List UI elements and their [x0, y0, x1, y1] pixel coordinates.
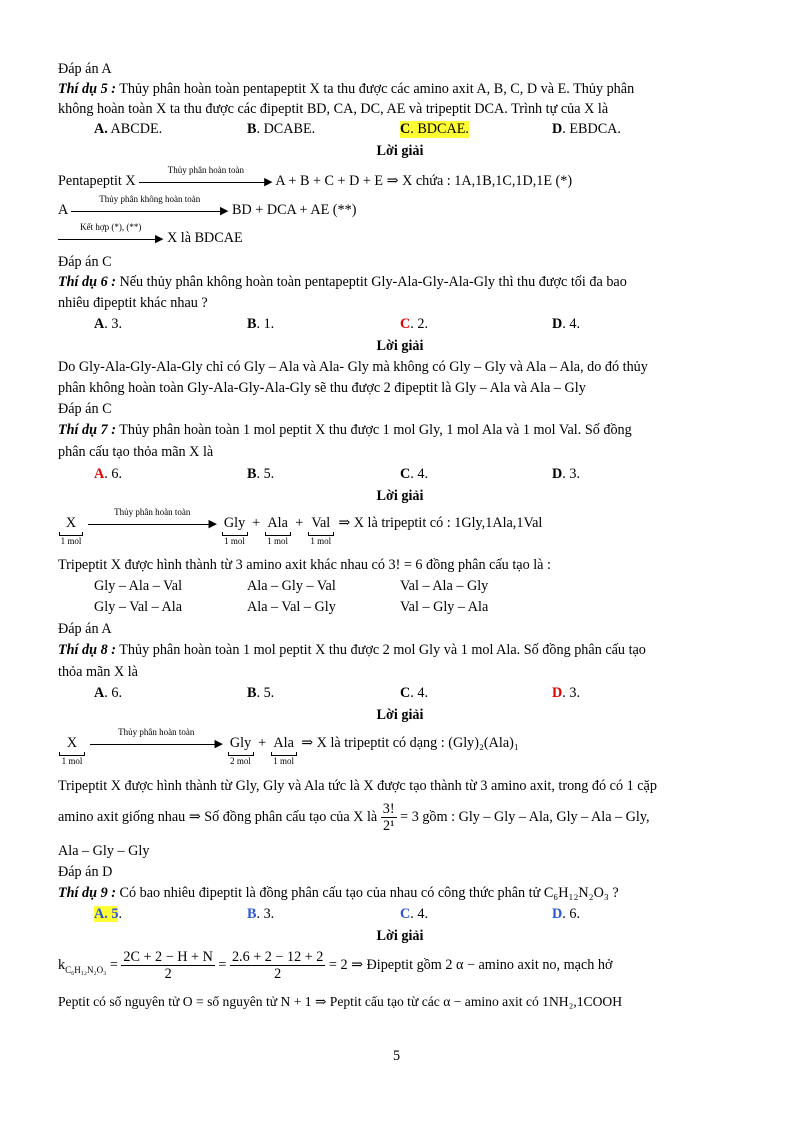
option-key: D [552, 466, 563, 482]
option-a [94, 316, 122, 333]
fraction [230, 949, 325, 982]
option-c [400, 685, 428, 702]
example-9-question [58, 884, 619, 902]
eq-text: A + B + C + D + E ⇒ X chứa : 1A,1B,1C,1D,1E (*) [275, 173, 573, 189]
solution-text [58, 800, 650, 834]
brace-label: 1 mol [310, 536, 332, 546]
underbrace-term [58, 514, 84, 546]
option-text: . EBDCA. [562, 121, 621, 137]
brace-label: 1 mol [61, 756, 83, 766]
option-text: . 4. [410, 466, 428, 482]
brace-label: 2 mol [230, 756, 251, 766]
reaction-arrow: Thủy phân hoàn toàn ▶ [88, 514, 217, 533]
eq-text: + [252, 515, 261, 531]
eq-text: X [65, 515, 77, 531]
answer-line: Đáp án C [58, 254, 112, 270]
option-key: D [552, 906, 563, 922]
solution-text: Ala – Gly – Gly [58, 843, 150, 859]
brace-label: 1 mol [267, 536, 289, 546]
question-text: nhiêu đipeptit khác nhau ? [58, 295, 208, 311]
option-c [400, 466, 428, 483]
option-text: ABCDE. [107, 121, 163, 137]
isomer-item: Gly – Ala – Val [94, 578, 183, 594]
option-text: . BDCAE. [410, 121, 469, 137]
eq-text: Pentapeptit X [58, 173, 136, 189]
option-b [247, 685, 274, 702]
question-text: Nếu thủy phân không hoàn toàn pentapeptit Gly-Ala-Gly-Ala-Gly thì thu được tối đa bao [115, 274, 627, 290]
option-key: B [247, 121, 257, 137]
option-text: . 3. [562, 685, 580, 701]
solution-text: Peptit có số nguyên tử O = số nguyên tử N + 1 ⇒ Peptit cấu tạo từ các α − amino axit có 1NH₂,1COOH [58, 994, 623, 1009]
denominator: 2¹ [383, 818, 395, 835]
option-text: . 4. [410, 685, 428, 701]
reaction-arrow: Thủy phân hoàn toàn ▶ [90, 734, 223, 753]
option-text: . 3. [104, 316, 122, 332]
answer-line: Đáp án C [58, 401, 112, 417]
option-text: . 4. [410, 906, 428, 922]
solution-title: Lời giải [376, 488, 424, 504]
denominator: 2 [164, 966, 172, 983]
equation-line [58, 165, 573, 191]
solution-title: Lời giải [376, 707, 424, 723]
option-text: . 3. [256, 906, 275, 922]
example-title: Thí dụ 9 : [58, 885, 116, 901]
option-text: . 4. [562, 316, 580, 332]
example-5-question [58, 80, 634, 98]
solution-title: Lời giải [376, 928, 424, 944]
underbrace-term [227, 734, 255, 766]
fraction [381, 801, 397, 834]
solution-title: Lời giải [376, 143, 424, 159]
underbrace-term [264, 514, 292, 546]
eq-text: A [58, 202, 68, 218]
isomer-item: Ala – Val – Gly [247, 599, 336, 615]
denominator: 2 [274, 966, 282, 983]
eq-text: ⇒ X là tripeptit có dạng : (Gly)₂(Ala)₁ [301, 735, 519, 751]
eq-text: Gly [223, 515, 246, 531]
numerator: 2C + 2 − H + N [123, 949, 213, 966]
arrow-label: Thủy phân hoàn toàn [118, 727, 195, 738]
example-8-question [58, 641, 646, 659]
option-key: A. [94, 121, 108, 137]
eq-text: Ala [267, 515, 288, 531]
option-a [94, 906, 122, 923]
arrow-label: Thủy phân hoàn toàn [167, 165, 245, 176]
question-text: phân cấu tạo thỏa mãn X là [58, 444, 214, 460]
option-key: A. 5 [94, 906, 119, 922]
solution-text: phân không hoàn toàn Gly-Ala-Gly-Ala-Gly sẽ thu được 2 đipeptit là Gly – Ala và Ala – Gly [58, 380, 586, 396]
question-text: không hoàn toàn X ta thu được các đipeptit BD, CA, DC, AE và tripeptit DCA. Trình tự của X là [58, 101, 609, 117]
option-c [400, 316, 428, 333]
option-key: A [94, 685, 105, 701]
option-text: . 5. [256, 685, 275, 701]
question-text: Thủy phân hoàn toàn 1 mol peptit X thu được 1 mol Gly, 1 mol Ala và 1 mol Val. Số đồng [115, 422, 632, 438]
option-key: B [247, 906, 257, 922]
equation-line [58, 222, 243, 248]
numerator: 3! [382, 801, 395, 818]
brace-label: 1 mol [60, 536, 82, 546]
numerator: 2.6 + 2 − 12 + 2 [231, 949, 324, 966]
question-text: Có bao nhiêu đipeptit là đồng phân cấu tạo của nhau có công thức phân tử C₆H₁₂N₂O₃ ? [115, 885, 619, 901]
option-key: D [552, 685, 563, 701]
option-text: . 1. [256, 316, 275, 332]
option-key: B [247, 316, 257, 332]
option-key: C [400, 906, 411, 922]
eq-text: + [258, 735, 267, 751]
answer-line: Đáp án A [58, 61, 112, 77]
question-text: Thủy phân hoàn toàn 1 mol peptit X thu được 2 mol Gly và 1 mol Ala. Số đồng phân cấu tạo [115, 642, 646, 658]
solution-text: Tripeptit X được hình thành từ 3 amino axit khác nhau có 3! = 6 đồng phân cấu tạo là : [58, 557, 551, 573]
underbrace-term [307, 514, 335, 546]
option-d [552, 466, 580, 483]
option-b [247, 906, 274, 923]
option-text: . [118, 906, 122, 922]
equation-line [58, 727, 519, 766]
eq-text: amino axit giống nhau ⇒ Số đồng phân cấu tạo của X là [58, 809, 378, 825]
isomer-item: Val – Ala – Gly [400, 578, 489, 594]
isomer-item: Gly – Val – Ala [94, 599, 183, 615]
solution-title: Lời giải [376, 338, 424, 354]
example-6-question [58, 273, 627, 291]
option-b [247, 316, 274, 333]
equation-line [58, 507, 543, 546]
underbrace-term [270, 734, 298, 766]
eq-text: BD + DCA + AE (**) [232, 202, 357, 218]
eq-text: k [58, 957, 66, 973]
eq-text: ⇒ X là tripeptit có : 1Gly,1Ala,1Val [338, 515, 543, 531]
option-a [94, 466, 122, 483]
brace-label: 1 mol [273, 756, 295, 766]
equation-line: $k_{C_6H_{12}N_2O_3}$ = $\frac{2C + 2 - H + N}{2}$ = $\frac{2.6 + 2 - 12 + 2}{2}$ = 2 ⇒ Đipeptit gồm 2 α − amino axit no, mạch hở [58, 949, 613, 983]
option-c [400, 906, 428, 923]
arrow-label: Thủy phân hoàn toàn [114, 507, 191, 518]
equation-line [58, 194, 357, 220]
example-title: Thí dụ 7 : [58, 422, 116, 438]
eq-text: + [295, 515, 304, 531]
option-key: B [247, 466, 257, 482]
brace-label: 1 mol [224, 536, 245, 546]
eq-text: Ala [273, 735, 294, 751]
option-b [247, 121, 315, 138]
reaction-arrow: Thủy phân hoàn toàn ▶ [139, 172, 272, 191]
option-text: . 6. [562, 906, 580, 922]
answer-line: Đáp án D [58, 864, 113, 880]
option-a [94, 685, 122, 702]
option-key: D [552, 121, 563, 137]
eq-text: X [66, 735, 78, 751]
option-text: . 2. [410, 316, 428, 332]
option-d [552, 316, 580, 333]
reaction-arrow: Kết hợp (*), (**) ▶ [58, 229, 163, 248]
option-text: . DCABE. [256, 121, 316, 137]
arrow-label: Kết hợp (*), (**) [80, 222, 142, 233]
page-number: 5 [393, 1048, 401, 1064]
eq-text: Gly [229, 735, 252, 751]
option-key: A [94, 316, 105, 332]
solution-text: Do Gly-Ala-Gly-Ala-Gly chỉ có Gly – Ala và Ala- Gly mà không có Gly – Gly và Ala – Ala, do đó thủy [58, 359, 648, 375]
option-key: A [94, 466, 105, 482]
question-text: Thủy phân hoàn toàn pentapeptit X ta thu được các amino axit A, B, C, D và E. Thủy phân [115, 81, 635, 97]
option-d [552, 121, 621, 138]
arrow-label: Thủy phân không hoàn toàn [99, 194, 201, 205]
option-d [552, 906, 580, 923]
question-text: thỏa mãn X là [58, 664, 138, 680]
eq-text: = 2 ⇒ Đipeptit gồm 2 α − amino axit no, mạch hở [328, 957, 613, 973]
option-key: B [247, 685, 257, 701]
solution-text: Tripeptit X được hình thành từ Gly, Gly và Ala tức là X được tạo thành từ 3 amino axit, trong đó có 1 cặp [58, 778, 657, 794]
option-text: . 3. [562, 466, 580, 482]
eq-text: X là BDCAE [167, 230, 243, 246]
option-c [400, 121, 469, 138]
option-text: . 6. [104, 685, 122, 701]
answer-line: Đáp án A [58, 621, 112, 637]
underbrace-term [58, 734, 86, 766]
option-key: D [552, 316, 563, 332]
option-b [247, 466, 274, 483]
eq-text: Val [311, 515, 331, 531]
option-d [552, 685, 580, 702]
reaction-arrow: Thủy phân không hoàn toàn ▶ [71, 201, 228, 220]
underbrace-term [221, 514, 249, 546]
example-title: Thí dụ 5 : [58, 81, 116, 97]
option-text: . 6. [104, 466, 122, 482]
option-key: C [400, 466, 411, 482]
isomer-item: Ala – Gly – Val [247, 578, 336, 594]
isomer-item: Val – Gly – Ala [400, 599, 489, 615]
option-a [94, 121, 162, 138]
option-text: . 5. [256, 466, 275, 482]
option-key: C [400, 316, 411, 332]
example-7-question [58, 421, 632, 439]
eq-subscript: C₆H₁₂N₂O₃ [65, 964, 107, 975]
eq-text: = 3 gồm : Gly – Gly – Ala, Gly – Ala – Gly, [400, 809, 650, 825]
option-key: C [400, 121, 411, 137]
fraction [121, 949, 214, 982]
option-key: C [400, 685, 411, 701]
example-title: Thí dụ 6 : [58, 274, 116, 290]
example-title: Thí dụ 8 : [58, 642, 116, 658]
